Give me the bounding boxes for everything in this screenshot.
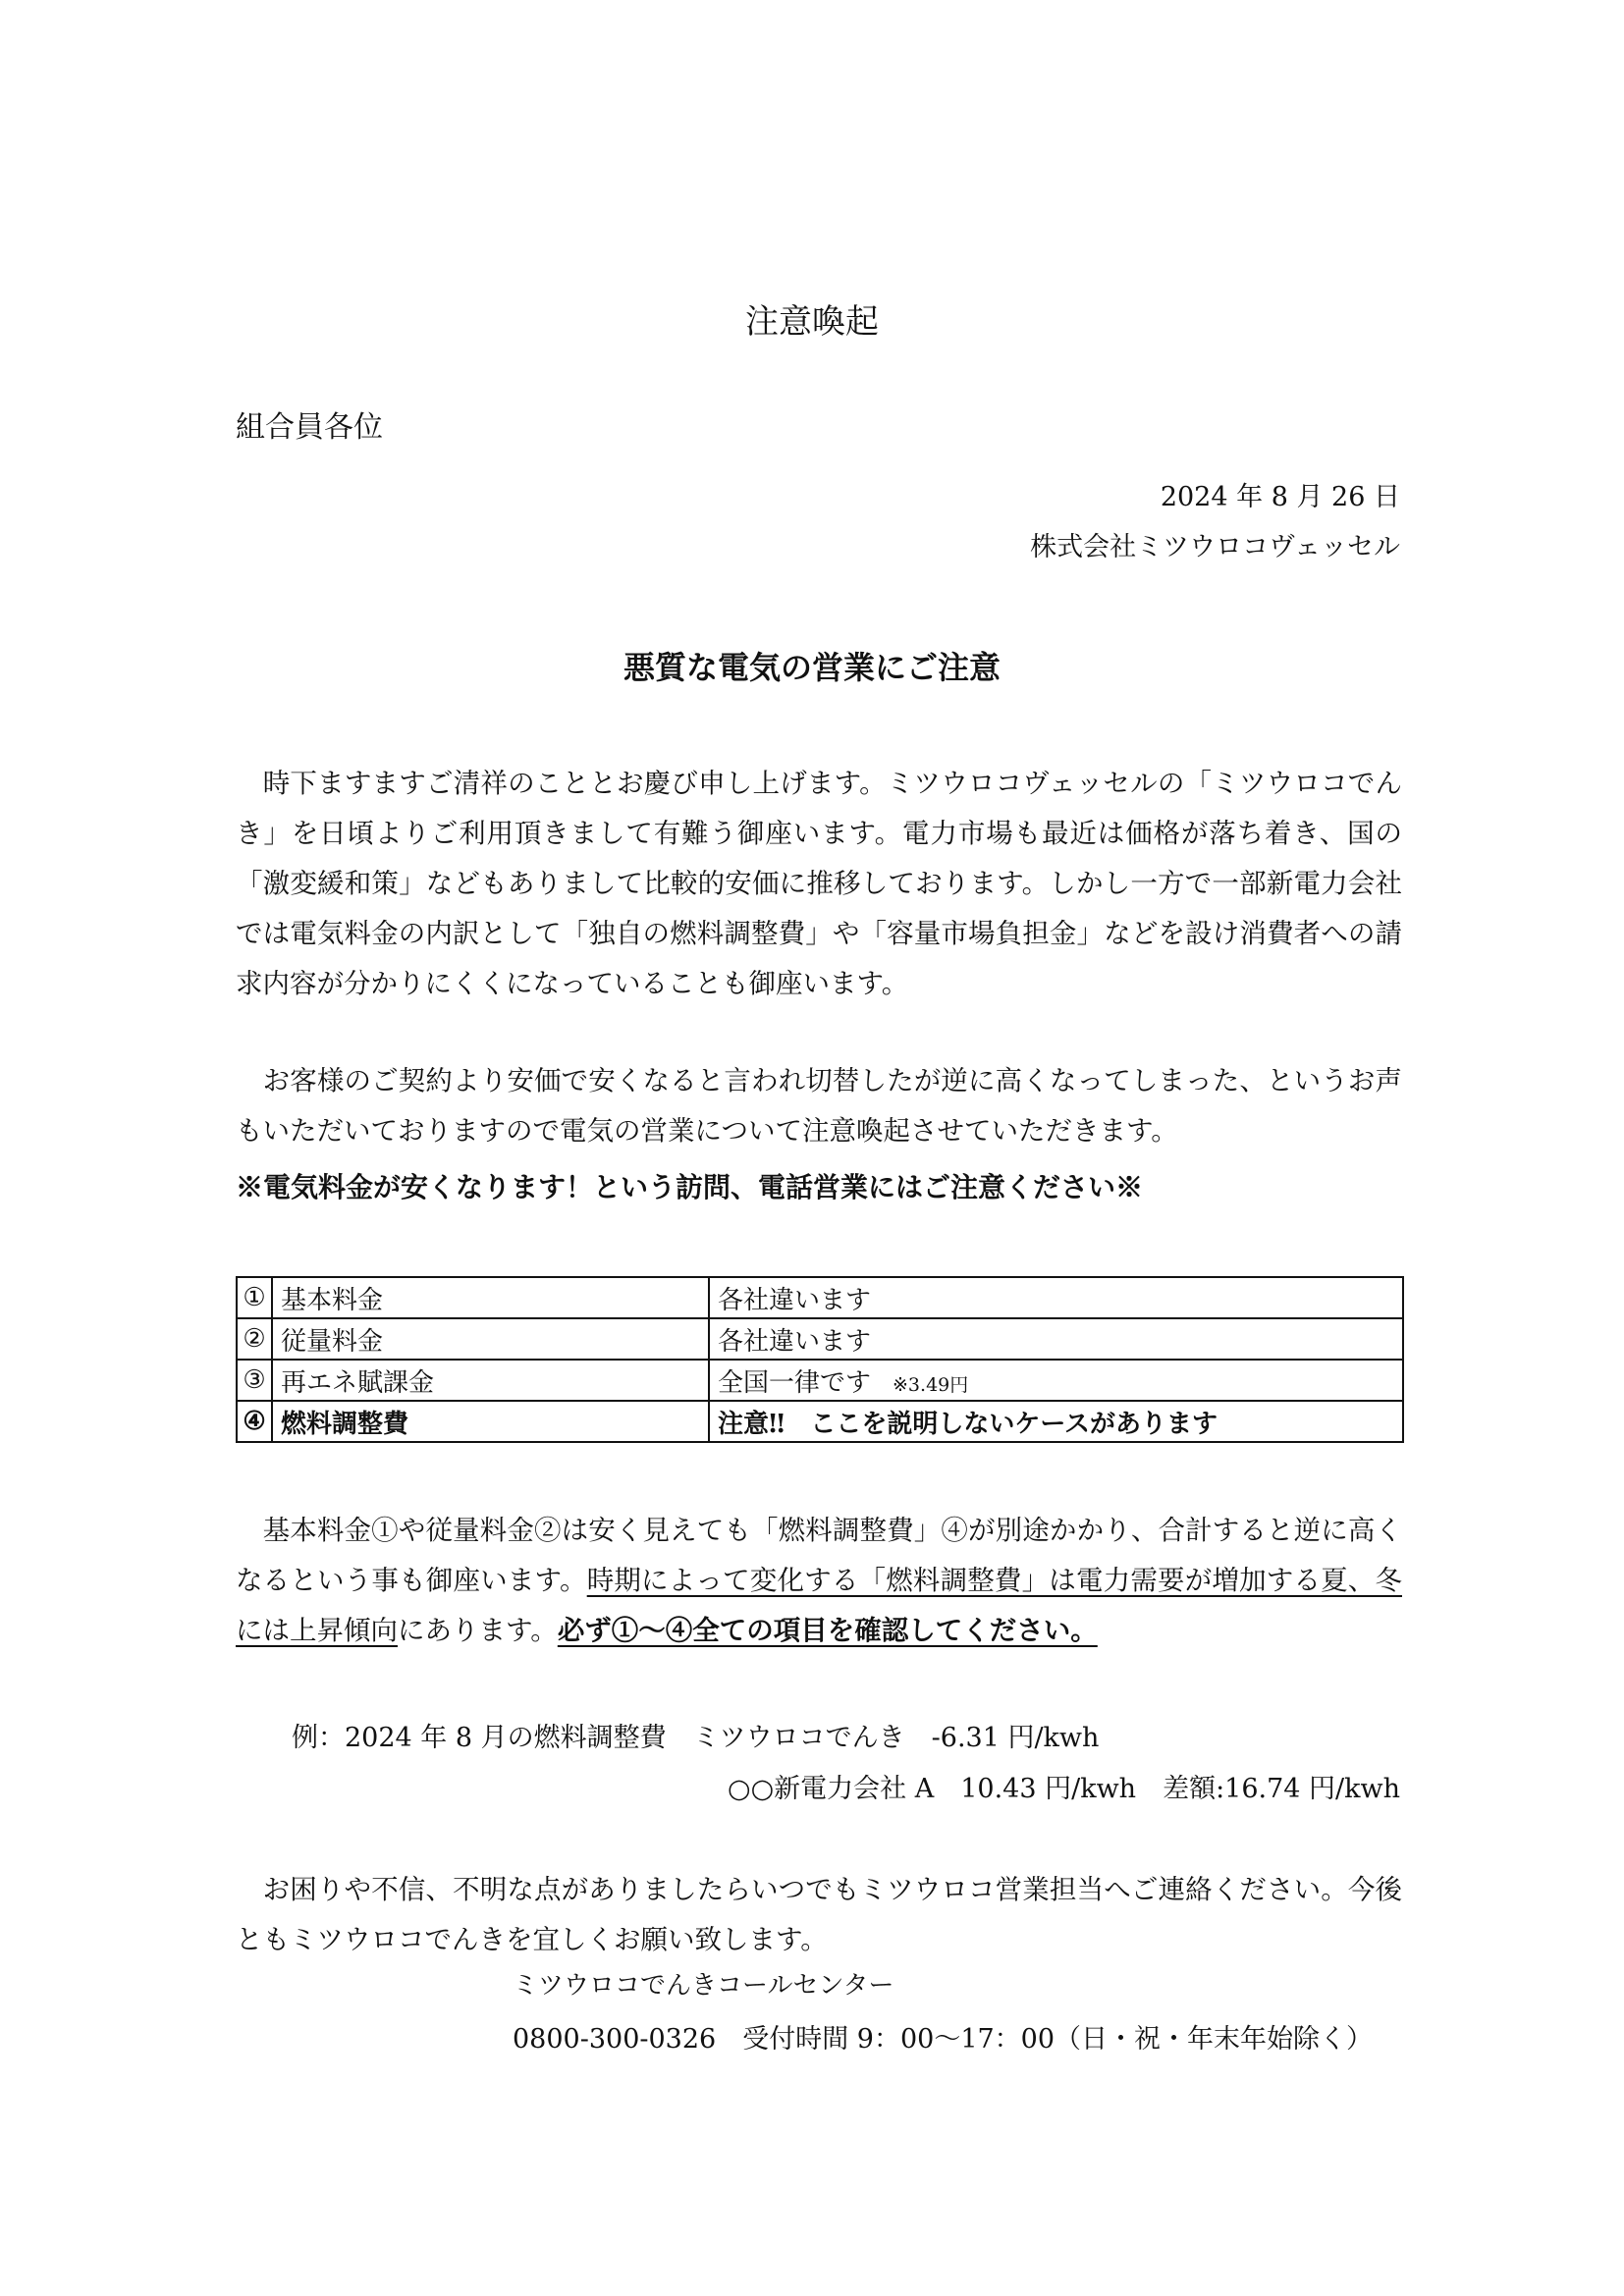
fee-description-text: 注意‼ ここを説明しないケースがあります (718, 1409, 1218, 1439)
paragraph-warning-text: お客様のご契約より安価で安くなると言われ切替したが逆に高くなってしまった、というお声もいただいておりますので電気の営業について注意喚起させていただきます。 (236, 1065, 1403, 1147)
table-row (237, 1318, 1403, 1360)
company-name: 株式会社ミツウロコヴェッセル (1030, 532, 1400, 562)
paragraph-intro-text: 時下ますますご清祥のこととお慶び申し上げます。ミツウロコヴェッセルの「ミツウロコでんき」を日頃よりご利用頂きまして有難う御座います。電力市場も最近は価格が落ち着き、国の「激変緩和策」などもありまして比較的安価に推移しております。しかし一方で一部新電力会社では電気料金の内訳として「独自の燃料調整費」や「容量市場負担金」などを設け消費者への請求内容が分かりにくくになっていることも御座います。 (236, 768, 1403, 999)
paragraph-explanation (236, 1506, 1402, 1656)
fee-name: 基本料金 (272, 1277, 709, 1318)
fee-note: ※3.49円 (893, 1373, 969, 1396)
issue-date: 2024 年 8 月 26 日 (1160, 482, 1400, 512)
document-title: 注意喚起 (745, 302, 879, 342)
fee-table (236, 1276, 1404, 1443)
fee-description (709, 1318, 1403, 1360)
fee-description (709, 1360, 1403, 1401)
fee-description-text: 全国一律です (718, 1367, 872, 1398)
subject-heading: 悪質な電気の営業にご注意 (623, 649, 1001, 686)
notice-line: ※電気料金が安くなります！という訪問、電話営業にはご注意ください※ (236, 1171, 1144, 1203)
example-line-1: 例：2024 年 8 月の燃料調整費 ミツウロコでんき -6.31 円/kwh (292, 1723, 1100, 1753)
fee-name: 従量料金 (272, 1318, 709, 1360)
row-number: ④ (237, 1401, 272, 1442)
explanation-underlined-text: 時期によって変化する「燃料調整費」は電力需要が増加する夏、冬には上昇傾向 (236, 1565, 1402, 1646)
fee-description (709, 1277, 1403, 1318)
fee-name: 再エネ賦課金 (272, 1360, 709, 1401)
contact-text: お困りや不信、不明な点がありましたらいつでもミツウロコ営業担当へご連絡ください。今後ともミツウロコでんきを宜しくお願い致します。 (236, 1874, 1403, 1955)
call-center-name: ミツウロコでんきコールセンター (513, 1971, 894, 2001)
paragraph-warning (236, 1056, 1402, 1156)
row-number: ② (237, 1318, 272, 1360)
call-center-phone: 0800-300-0326 受付時間 9：00～17：00（日・祝・年末年始除く） (513, 2024, 1374, 2055)
explanation-text-end: にあります。 (398, 1615, 558, 1646)
fee-description (709, 1401, 1403, 1442)
table-row (237, 1401, 1403, 1442)
explanation-emphasis: 必ず①～④全ての項目を確認してください。 (557, 1615, 1098, 1646)
fee-description-text: 各社違います (718, 1326, 872, 1357)
example-line-2: ○○新電力会社 A 10.43 円/kwh 差額:16.74 円/kwh (728, 1774, 1400, 1804)
addressee: 組合員各位 (236, 410, 383, 445)
table-row (237, 1360, 1403, 1401)
row-number: ① (237, 1277, 272, 1318)
row-number: ③ (237, 1360, 272, 1401)
fee-description-text: 各社違います (718, 1285, 872, 1315)
fee-name: 燃料調整費 (272, 1401, 709, 1442)
paragraph-intro (236, 759, 1402, 1009)
explanation-text: 基本料金①や従量料金②は安く見えても「燃料調整費」④が別途かかり、合計すると逆に高くなるという事も御座います。 (236, 1515, 1403, 1596)
table-row (237, 1277, 1403, 1318)
paragraph-contact (236, 1865, 1402, 1965)
